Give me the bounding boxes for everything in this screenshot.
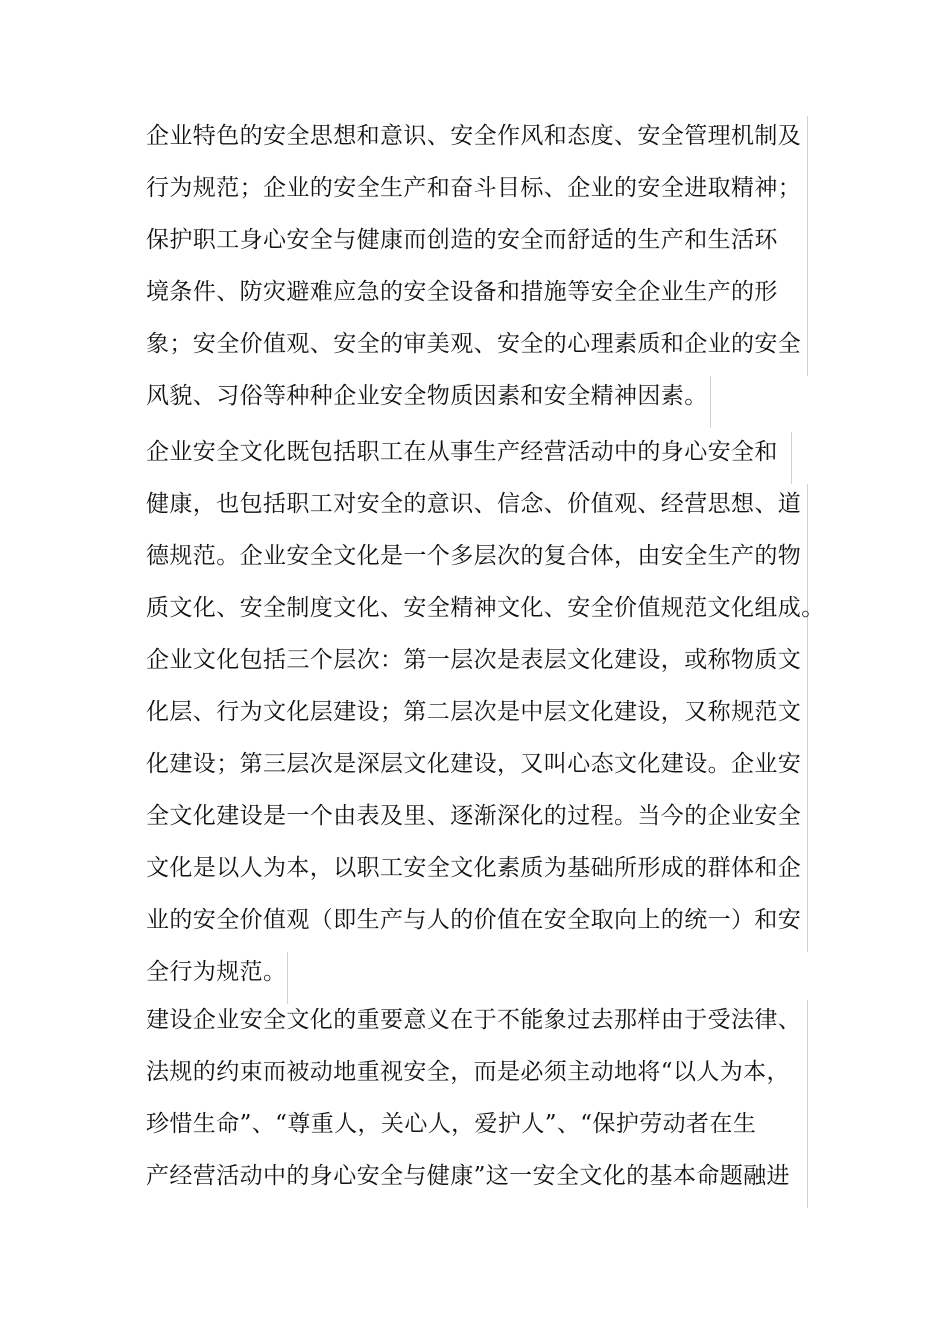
line-text: 化层、行为文化层建设；第二层次是中层文化建设，又称规范文 <box>146 699 802 725</box>
line-text: 保护职工身心安全与健康而创造的安全而舒适的生产和生活环 <box>146 227 778 253</box>
text-line <box>146 1052 808 1104</box>
line-text: 风貌、习俗等种种企业安全物质因素和安全精神因素。 <box>146 383 708 409</box>
line-text: 全行为规范。 <box>146 959 287 985</box>
text-line <box>146 272 808 324</box>
text-line <box>146 952 288 1004</box>
line-text: 象；安全价值观、安全的审美观、安全的心理素质和企业的安全 <box>146 331 802 357</box>
text-line <box>146 376 711 428</box>
line-text: 全文化建设是一个由表及里、逐渐深化的过程。当今的企业安全 <box>146 803 802 829</box>
text-line <box>146 116 808 168</box>
line-text: 质文化、安全制度文化、安全精神文化、安全价值规范文化组成。 <box>146 595 825 621</box>
line-text: 企业文化包括三个层次：第一层次是表层文化建设，或称物质文 <box>146 647 802 673</box>
text-line <box>146 1000 808 1052</box>
line-text: 企业特色的安全思想和意识、安全作风和态度、安全管理机制及 <box>146 123 802 149</box>
text-line <box>146 692 808 744</box>
line-text: 行为规范；企业的安全生产和奋斗目标、企业的安全进取精神； <box>146 175 802 201</box>
text-line <box>146 484 808 536</box>
text-line <box>146 220 808 272</box>
text-line <box>146 848 808 900</box>
line-text: 法规的约束而被动地重视安全，而是必须主动地将“以人为本， <box>146 1059 790 1085</box>
text-line <box>146 744 808 796</box>
line-text: 企业安全文化既包括职工在从事生产经营活动中的身心安全和 <box>146 439 778 465</box>
line-text: 德规范。企业安全文化是一个多层次的复合体，由安全生产的物 <box>146 543 802 569</box>
line-text: 产经营活动中的身心安全与健康”这一安全文化的基本命题融进 <box>146 1163 790 1189</box>
paragraph-1 <box>146 116 808 428</box>
text-line <box>146 588 825 640</box>
text-line <box>146 900 808 952</box>
line-text: 文化是以人为本，以职工安全文化素质为基础所形成的群体和企 <box>146 855 802 881</box>
paragraph-3 <box>146 1000 808 1208</box>
line-text: 珍惜生命”、“尊重人，关心人，爱护人”、“保护劳动者在生 <box>146 1111 757 1137</box>
paragraph-2 <box>146 432 825 1004</box>
line-text: 建设企业安全文化的重要意义在于不能象过去那样由于受法律、 <box>146 1007 802 1033</box>
line-text: 化建设；第三层次是深层文化建设，又叫心态文化建设。企业安 <box>146 751 802 777</box>
line-text: 健康，也包括职工对安全的意识、信念、价值观、经营思想、道 <box>146 491 802 517</box>
text-line <box>146 640 808 692</box>
text-line <box>146 168 808 220</box>
line-text: 境条件、防灾避难应急的安全设备和措施等安全企业生产的形 <box>146 279 778 305</box>
line-text: 业的安全价值观（即生产与人的价值在安全取向上的统一）和安 <box>146 907 802 933</box>
text-line <box>146 432 792 484</box>
text-line <box>146 536 808 588</box>
text-line <box>146 324 808 376</box>
text-line <box>146 796 808 848</box>
text-line <box>146 1104 808 1156</box>
text-line <box>146 1156 808 1208</box>
